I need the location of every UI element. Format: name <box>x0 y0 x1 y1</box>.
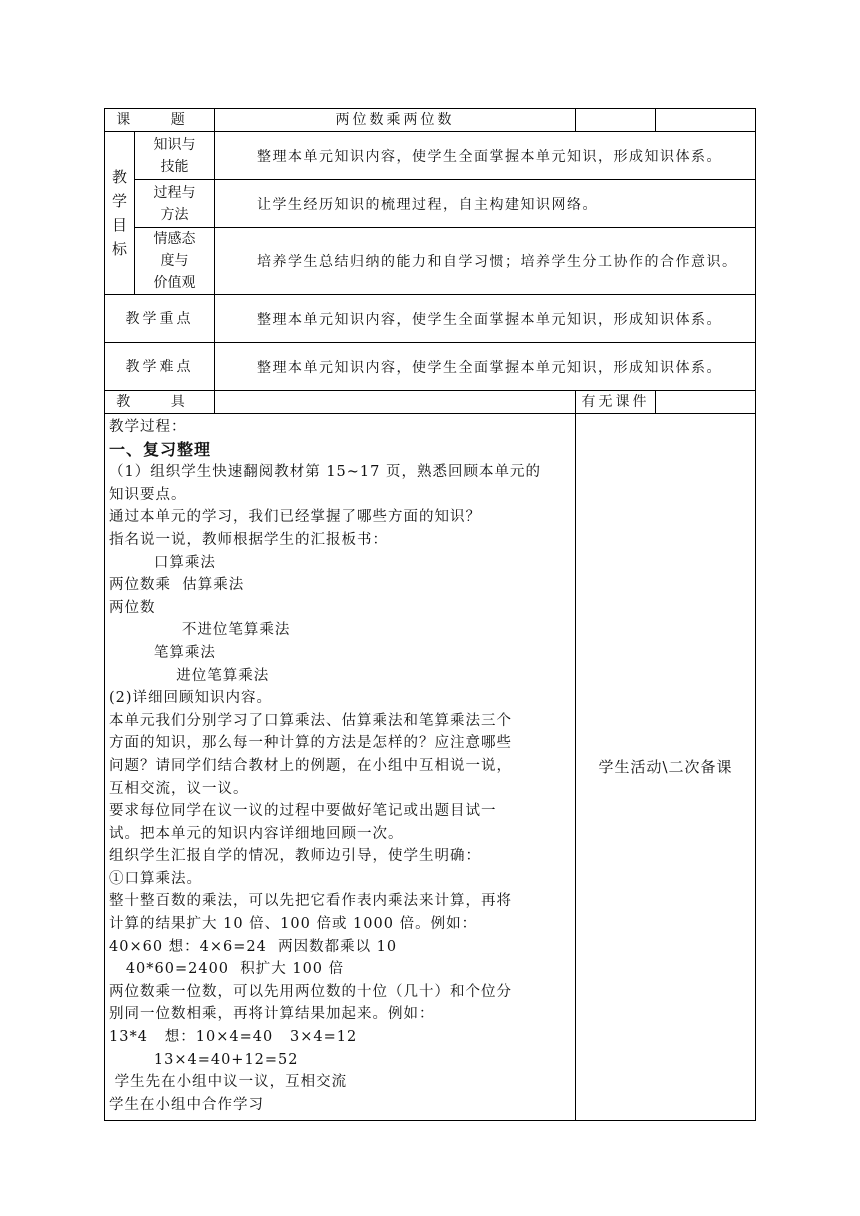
lesson-plan-table <box>104 108 756 1121</box>
process-line: 学生先在小组中议一议，互相交流 <box>109 1074 348 1091</box>
topic-value: 两位数乘两位数 <box>215 109 576 132</box>
objective-label-text: 过程与 方法 <box>153 184 196 223</box>
difficulty-label: 教学难点 <box>105 343 215 391</box>
courseware-label: 有无课件 <box>576 391 656 414</box>
objective-label <box>135 228 215 295</box>
process-line: 整十整百数的乘法，可以先把它看作表内乘法来计算，再将 <box>109 893 512 910</box>
key-point-text: 整理本单元知识内容，使学生全面掌握本单元知识，形成知识体系。 <box>215 295 756 343</box>
process-line: 两位数乘一位数，可以先用两位数的十位（几十）和个位分 <box>109 983 512 1000</box>
process-line: 两位数乘 估算乘法 <box>109 577 245 594</box>
process-line: (2)详细回顾知识内容。 <box>109 690 273 707</box>
process-line: 13×4=40+12=52 <box>109 1051 299 1068</box>
process-line: 试。把本单元的知识内容详细地回顾一次。 <box>109 825 404 842</box>
process-line: 知识要点。 <box>109 486 187 503</box>
process-line: 笔算乘法 <box>109 644 216 661</box>
process-line: 指名说一说，教师根据学生的汇报板书： <box>109 531 388 548</box>
process-line: 要求每位同学在议一议的过程中要做好笔记或出题目试一 <box>109 803 497 820</box>
side-note: 学生活动\二次备课 <box>576 414 756 1121</box>
objective-label <box>135 180 215 228</box>
section-heading: 一、复习整理 <box>109 439 212 459</box>
process-line: 互相交流，议一议。 <box>109 780 249 797</box>
process-line: 计算的结果扩大 10 倍、100 倍或 1000 倍。例如： <box>109 916 478 933</box>
topic-blank-1 <box>576 109 656 132</box>
objectives-group-text: 教 学 目 标 <box>111 168 127 258</box>
topic-blank-2 <box>656 109 756 132</box>
process-line: （1）组织学生快速翻阅教材第 15~17 页，熟悉回顾本单元的 <box>109 464 541 481</box>
process-line: 40*60=2400 积扩大 100 倍 <box>109 961 345 978</box>
process-line: 两位数 <box>109 599 156 616</box>
process-line: ①口算乘法。 <box>109 870 202 887</box>
objective-text: 培养学生总结归纳的能力和自学习惯；培养学生分工协作的合作意识。 <box>215 228 756 295</box>
tools-label: 教 具 <box>105 391 215 414</box>
difficulty-text: 整理本单元知识内容，使学生全面掌握本单元知识，形成知识体系。 <box>215 343 756 391</box>
lesson-plan <box>104 108 755 1121</box>
process-line: 问题？请同学们结合教材上的例题，在小组中互相说一说， <box>109 757 512 774</box>
process-line: 40×60 想：4×6=24 两因数都乘以 10 <box>109 938 398 955</box>
key-point-label: 教学重点 <box>105 295 215 343</box>
process-line: 通过本单元的学习，我们已经掌握了哪些方面的知识？ <box>109 509 481 526</box>
objectives-group-label <box>105 132 135 295</box>
process-line: 组织学生汇报自学的情况，教师边引导，使学生明确： <box>109 848 481 865</box>
process-line: 学生在小组中合作学习 <box>109 1096 264 1113</box>
process-line: 方面的知识，那么每一种计算的方法是怎样的？应注意哪些 <box>109 735 512 752</box>
process-line: 教学过程： <box>109 419 187 435</box>
process-line: 本单元我们分别学习了口算乘法、估算乘法和笔算乘法三个 <box>109 712 512 729</box>
objective-text: 让学生经历知识的梳理过程，自主构建知识网络。 <box>215 180 756 228</box>
objective-label <box>135 132 215 180</box>
objective-label-text: 情感态 度与 价值观 <box>153 231 196 291</box>
process-line: 不进位笔算乘法 <box>109 622 291 639</box>
process-line: 别同一位数相乘，再将计算结果加起来。例如： <box>109 1006 435 1023</box>
teaching-process <box>105 414 576 1121</box>
process-line: 13*4 想：10×4=40 3×4=12 <box>109 1029 358 1046</box>
process-line: 口算乘法 <box>109 554 216 571</box>
process-line: 进位笔算乘法 <box>109 667 270 684</box>
courseware-value <box>656 391 756 414</box>
objective-label-text: 知识与 技能 <box>153 136 196 175</box>
objective-text: 整理本单元知识内容，使学生全面掌握本单元知识，形成知识体系。 <box>215 132 756 180</box>
topic-label: 课 题 <box>105 109 215 132</box>
tools-value <box>215 391 576 414</box>
